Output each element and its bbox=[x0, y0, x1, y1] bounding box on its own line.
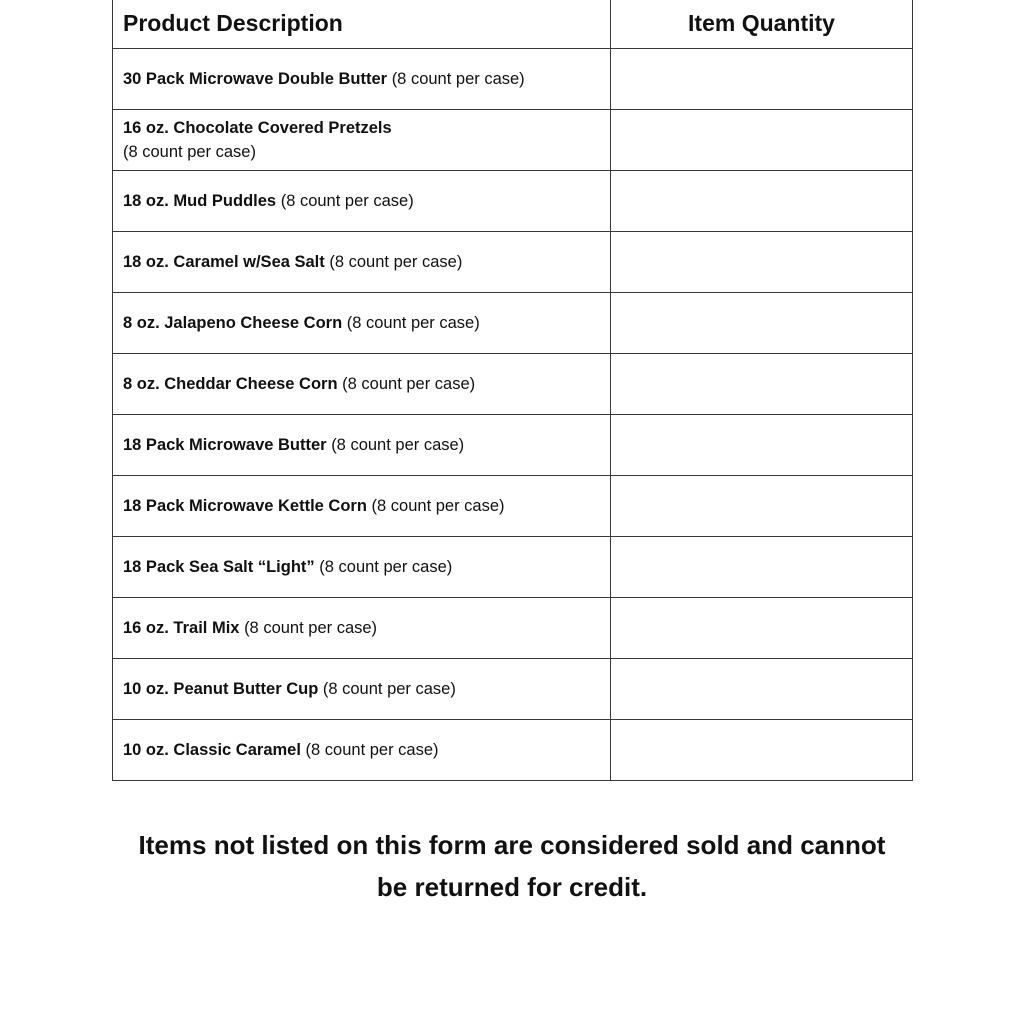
product-name: 8 oz. Jalapeno Cheese Corn bbox=[123, 314, 343, 332]
table-body bbox=[113, 49, 913, 781]
product-description-header: Product Description bbox=[113, 0, 611, 49]
item-quantity-cell[interactable] bbox=[611, 476, 913, 537]
case-count: (8 count per case) bbox=[123, 143, 256, 161]
item-quantity-cell[interactable] bbox=[611, 720, 913, 781]
case-count: (8 count per case) bbox=[331, 436, 465, 454]
item-quantity-cell[interactable] bbox=[611, 415, 913, 476]
table-row bbox=[113, 598, 913, 659]
product-name: 16 oz. Trail Mix bbox=[123, 619, 240, 637]
case-count: (8 count per case) bbox=[391, 70, 525, 88]
item-quantity-cell[interactable] bbox=[611, 598, 913, 659]
table-row bbox=[113, 110, 913, 171]
product-description-cell bbox=[113, 598, 611, 659]
product-description-cell bbox=[113, 110, 611, 171]
case-count: (8 count per case) bbox=[244, 619, 378, 637]
product-description-cell bbox=[113, 49, 611, 110]
table-row bbox=[113, 232, 913, 293]
product-description-cell bbox=[113, 720, 611, 781]
product-description-cell bbox=[113, 293, 611, 354]
product-description-cell bbox=[113, 476, 611, 537]
table-row bbox=[113, 415, 913, 476]
table-row bbox=[113, 171, 913, 232]
table-row bbox=[113, 537, 913, 598]
table-row bbox=[113, 659, 913, 720]
item-quantity-cell[interactable] bbox=[611, 354, 913, 415]
case-count: (8 count per case) bbox=[329, 253, 463, 271]
item-quantity-cell[interactable] bbox=[611, 49, 913, 110]
product-name: 10 oz. Classic Caramel bbox=[123, 741, 301, 759]
item-quantity-cell[interactable] bbox=[611, 110, 913, 171]
case-count: (8 count per case) bbox=[280, 192, 414, 210]
item-quantity-cell[interactable] bbox=[611, 537, 913, 598]
product-name: 30 Pack Microwave Double Butter bbox=[123, 70, 388, 88]
product-name: 18 Pack Microwave Kettle Corn bbox=[123, 497, 367, 515]
product-name: 18 Pack Microwave Butter bbox=[123, 436, 327, 454]
product-description-cell bbox=[113, 537, 611, 598]
item-quantity-cell[interactable] bbox=[611, 659, 913, 720]
case-count: (8 count per case) bbox=[371, 497, 505, 515]
table-row bbox=[113, 720, 913, 781]
case-count: (8 count per case) bbox=[305, 741, 439, 759]
product-description-cell bbox=[113, 659, 611, 720]
notice-line-2: be returned for credit. bbox=[376, 872, 648, 902]
product-name: 18 oz. Mud Puddles bbox=[123, 192, 277, 210]
table-row bbox=[113, 49, 913, 110]
table-row bbox=[113, 354, 913, 415]
product-quantity-table bbox=[112, 0, 913, 781]
product-name: 18 oz. Caramel w/Sea Salt bbox=[123, 253, 325, 271]
item-quantity-header: Item Quantity bbox=[611, 0, 913, 49]
notice-line-1: Items not listed on this form are considered sold and cannot bbox=[138, 830, 886, 860]
product-name: 10 oz. Peanut Butter Cup bbox=[123, 680, 319, 698]
product-name: 18 Pack Sea Salt “Light” bbox=[123, 558, 315, 576]
product-name: 16 oz. Chocolate Covered Pretzels bbox=[123, 119, 392, 137]
table-row bbox=[113, 476, 913, 537]
case-count: (8 count per case) bbox=[342, 375, 476, 393]
item-quantity-cell[interactable] bbox=[611, 232, 913, 293]
case-count: (8 count per case) bbox=[346, 314, 480, 332]
table-header-row bbox=[113, 0, 913, 49]
product-description-cell bbox=[113, 354, 611, 415]
case-count: (8 count per case) bbox=[322, 680, 456, 698]
product-description-cell bbox=[113, 171, 611, 232]
case-count: (8 count per case) bbox=[319, 558, 453, 576]
item-quantity-cell[interactable] bbox=[611, 171, 913, 232]
product-name: 8 oz. Cheddar Cheese Corn bbox=[123, 375, 338, 393]
table-row bbox=[113, 293, 913, 354]
return-policy-notice bbox=[112, 824, 912, 908]
product-description-cell bbox=[113, 415, 611, 476]
item-quantity-cell[interactable] bbox=[611, 293, 913, 354]
product-description-cell bbox=[113, 232, 611, 293]
